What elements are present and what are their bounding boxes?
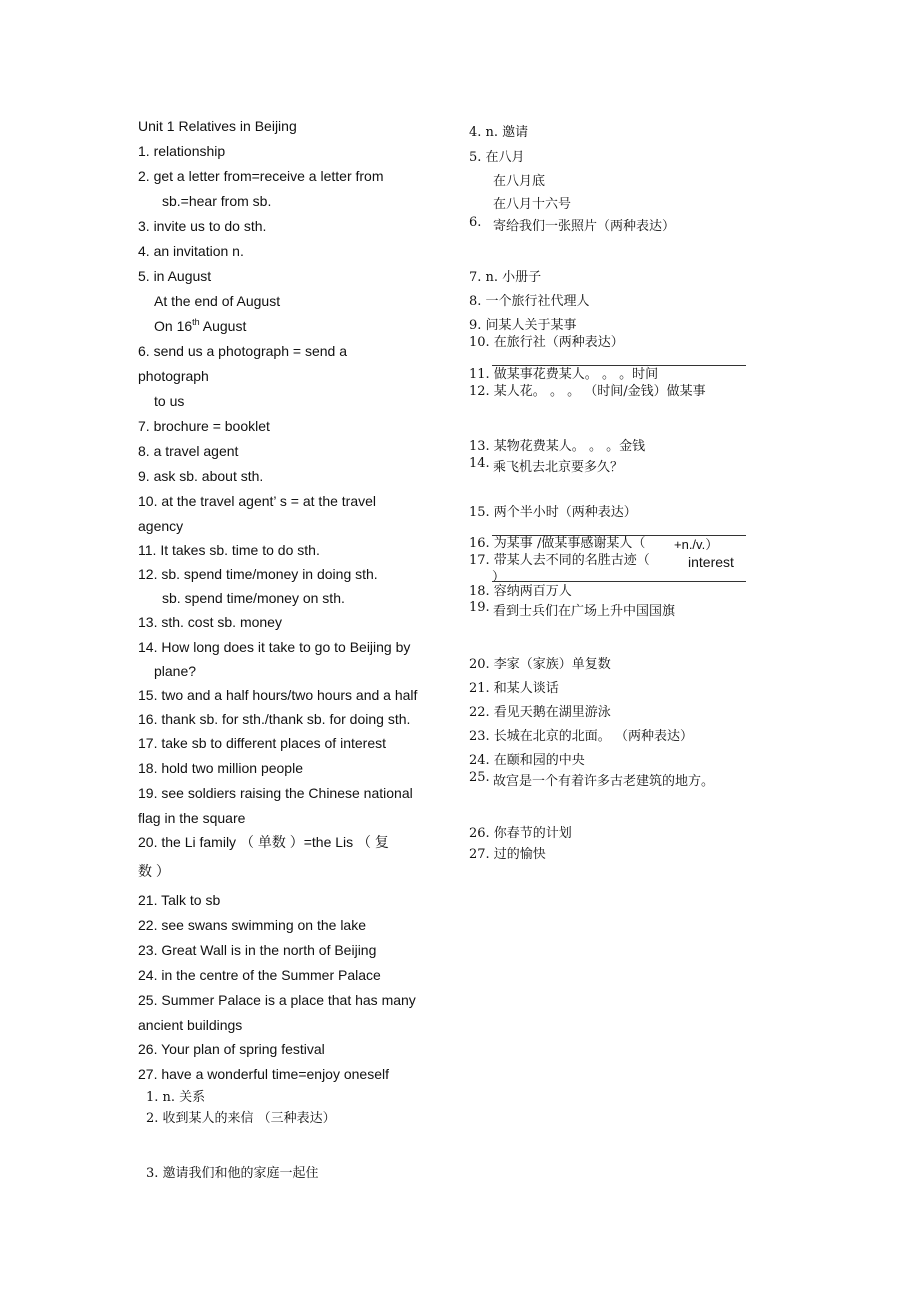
chinese-item-5: 5. 在八月	[469, 150, 525, 165]
english-item-23: 23. Great Wall is in the north of Beijing	[138, 942, 377, 958]
chinese-item-16: 16. 为某事 /做某事感谢某人（	[469, 536, 646, 551]
english-item-18: 18. hold two million people	[138, 760, 303, 776]
chinese-item-11: 11. 做某事花费某人。 。 。时间	[469, 367, 659, 382]
english-item-6-cont: photograph	[138, 368, 209, 384]
chinese-item-25: 故宫是一个有着许多古老建筑的地方。	[493, 774, 715, 789]
answer-line	[492, 365, 746, 366]
chinese-item-17: 17. 带某人去不同的名胜古迹（	[469, 553, 650, 568]
english-item-19: 19. see soldiers raising the Chinese national	[138, 785, 413, 801]
chinese-item-9: 9. 问某人关于某事	[469, 318, 577, 333]
chinese-item-4: 4. n. 邀请	[469, 125, 529, 140]
english-item-12: 12. sb. spend time/money in doing sth.	[138, 566, 378, 582]
english-item-22: 22. see swans swimming on the lake	[138, 917, 366, 933]
chinese-item-24: 24. 在颐和园的中央	[469, 753, 585, 768]
english-item-12b: sb. spend time/money on sth.	[162, 590, 345, 606]
chinese-item-16-hint: +n./v.）	[674, 537, 719, 552]
english-item-6: 6. send us a photograph = send a	[138, 343, 347, 359]
chinese-item-25-number: 25.	[469, 770, 490, 785]
chinese-item-1: 1. n. 关系	[146, 1090, 206, 1105]
english-item-3: 3. invite us to do sth.	[138, 218, 267, 234]
english-item-8: 8. a travel agent	[138, 443, 239, 459]
chinese-item-13: 13. 某物花费某人。 。 。金钱	[469, 439, 646, 454]
english-item-25-cont: ancient buildings	[138, 1017, 243, 1033]
chinese-item-6: 寄给我们一张照片（两种表达）	[493, 219, 676, 234]
english-item-10: 10. at the travel agent’ s = at the travel	[138, 493, 377, 509]
english-item-2: 2. get a letter from=receive a letter from	[138, 168, 384, 184]
english-item-14-cont: plane?	[154, 663, 197, 679]
answer-line	[492, 581, 746, 582]
english-item-5c	[154, 318, 246, 336]
english-item-19-cont: flag in the square	[138, 810, 246, 826]
page-title: Unit 1 Relatives in Beijing	[138, 118, 297, 134]
chinese-item-20: 20. 李家（家族）单复数	[469, 657, 611, 672]
english-item-17: 17. take sb to different places of interest	[138, 735, 387, 751]
english-item-25: 25. Summer Palace is a place that has many	[138, 992, 416, 1008]
chinese-item-26: 26. 你春节的计划	[469, 826, 572, 841]
chinese-item-6-number: 6.	[469, 215, 482, 230]
chinese-item-10: 10. 在旅行社（两种表达）	[469, 335, 624, 350]
chinese-item-5c: 在八月十六号	[493, 197, 572, 212]
english-item-16: 16. thank sb. for sth./thank sb. for doing sth.	[138, 711, 411, 727]
chinese-item-27: 27. 过的愉快	[469, 847, 546, 862]
english-item-20: 20. the Li family （ 单数 ）=the Lis （ 复	[138, 834, 389, 850]
english-item-9: 9. ask sb. about sth.	[138, 468, 264, 484]
english-item-11: 11. It takes sb. time to do sth.	[138, 542, 320, 558]
chinese-item-17-hint: interest	[688, 554, 734, 570]
english-item-15: 15. two and a half hours/two hours and a half	[138, 687, 418, 703]
chinese-item-3: 3. 邀请我们和他的家庭一起住	[146, 1166, 319, 1181]
chinese-item-21: 21. 和某人谈话	[469, 681, 559, 696]
ordinal-suffix: th	[192, 317, 200, 327]
english-item-14: 14. How long does it take to go to Beijing by	[138, 639, 411, 655]
english-item-7: 7. brochure = booklet	[138, 418, 270, 434]
english-item-5: 5. in August	[138, 268, 212, 284]
chinese-item-15: 15. 两个半小时（两种表达）	[469, 505, 637, 520]
english-item-5c-pre: On 16	[154, 318, 193, 334]
english-item-5c-post: August	[199, 318, 247, 334]
english-item-13: 13. sth. cost sb. money	[138, 614, 282, 630]
chinese-item-12: 12. 某人花。 。 。 （时间/金钱）做某事	[469, 384, 706, 399]
english-item-6-cont2: to us	[154, 393, 185, 409]
chinese-item-23: 23. 长城在北京的北面。 （两种表达）	[469, 729, 693, 744]
english-item-5b: At the end of August	[154, 293, 281, 309]
english-item-27: 27. have a wonderful time=enjoy oneself	[138, 1066, 389, 1082]
chinese-item-2: 2. 收到某人的来信 （三种表达）	[146, 1111, 336, 1126]
english-item-4: 4. an invitation n.	[138, 243, 244, 259]
chinese-item-14: 乘飞机去北京要多久？	[493, 460, 624, 475]
english-item-24: 24. in the centre of the Summer Palace	[138, 967, 381, 983]
chinese-item-5b: 在八月底	[493, 174, 546, 189]
chinese-item-7: 7. n. 小册子	[469, 270, 542, 285]
chinese-item-8: 8. 一个旅行社代理人	[469, 294, 590, 309]
english-item-26: 26. Your plan of spring festival	[138, 1041, 325, 1057]
chinese-item-22: 22. 看见天鹅在湖里游泳	[469, 705, 611, 720]
english-item-21: 21. Talk to sb	[138, 892, 221, 908]
english-item-2-cont: sb.=hear from sb.	[162, 193, 272, 209]
chinese-item-14-number: 14.	[469, 456, 490, 471]
english-item-10-cont: agency	[138, 518, 184, 534]
english-item-20-cont: 数 ）	[138, 863, 170, 879]
chinese-item-18: 18. 容纳两百万人	[469, 584, 572, 599]
chinese-item-17-close: ）	[492, 570, 506, 585]
chinese-item-19: 看到士兵们在广场上升中国国旗	[493, 604, 676, 619]
english-item-1: 1. relationship	[138, 143, 226, 159]
chinese-item-19-number: 19.	[469, 600, 490, 615]
